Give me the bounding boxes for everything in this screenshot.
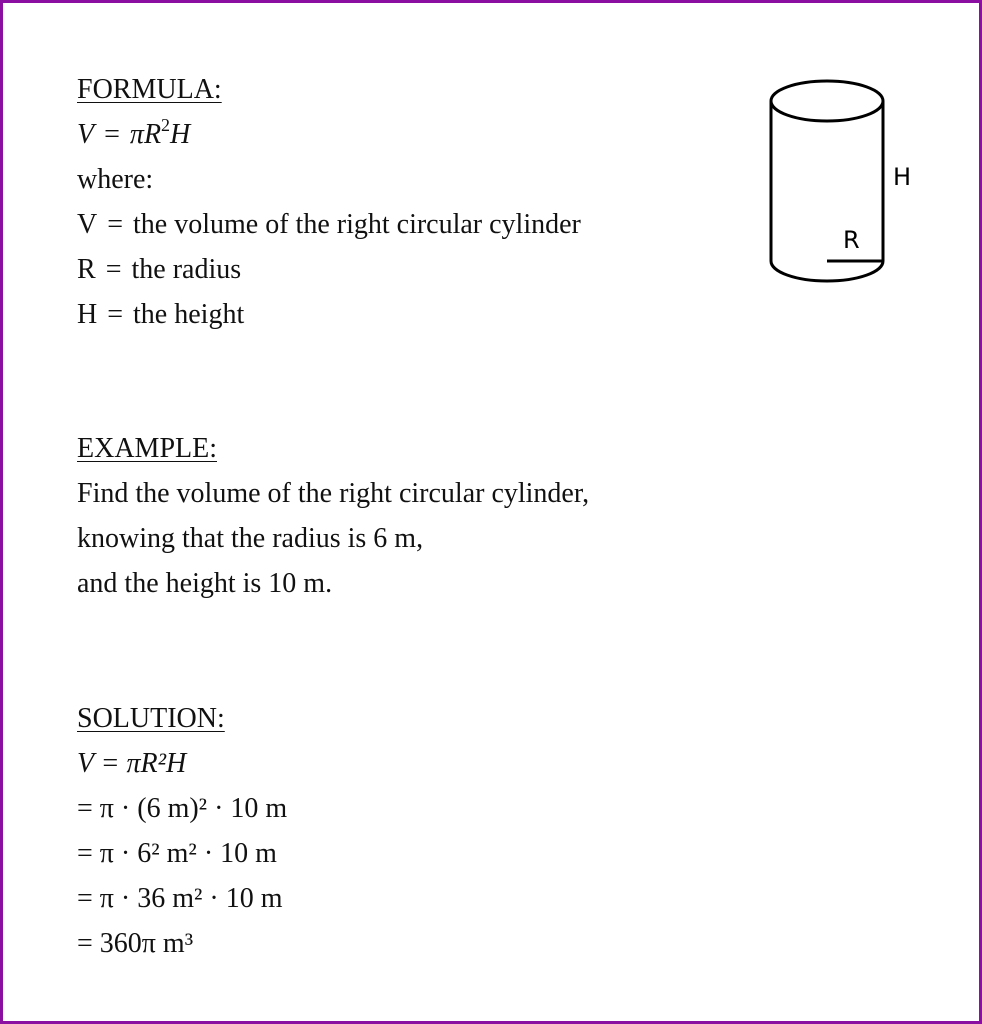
var-v: V [77, 119, 95, 150]
formula-expression [77, 115, 191, 150]
example-heading: EXAMPLE: [77, 433, 217, 464]
step-rhs: = πR²H [100, 748, 187, 779]
where-label: where: [77, 164, 154, 195]
equals: = [104, 119, 120, 150]
def-symbol: R [77, 254, 96, 285]
exponent: 2 [161, 115, 171, 135]
def-text: the radius [131, 254, 242, 285]
solution-heading: SOLUTION: [77, 703, 225, 734]
solution-step-2: = π · (6 m)² · 10 m [77, 793, 288, 824]
height-label: H [893, 163, 912, 191]
formula-heading: FORMULA: [77, 74, 222, 105]
solution-step-1 [77, 750, 186, 778]
var-r: R [143, 119, 162, 150]
solution-step-5: = 360π m³ [77, 928, 194, 959]
example-line: and the height is 10 m. [77, 568, 333, 599]
radius-label: R [843, 226, 860, 254]
pi: π [129, 119, 144, 150]
cylinder-diagram [763, 73, 933, 293]
example-line: knowing that the radius is 6 m, [77, 523, 424, 554]
solution-step-4: = π · 36 m² · 10 m [77, 883, 283, 914]
definition-v [77, 211, 581, 239]
def-symbol: V [77, 209, 98, 240]
def-text: the volume of the right circular cylinder [133, 209, 581, 240]
def-symbol: H [77, 299, 98, 330]
var-h: H [170, 119, 191, 150]
definition-r [77, 256, 241, 284]
solution-step-3: = π · 6² m² · 10 m [77, 838, 277, 869]
def-eq: = [107, 299, 124, 330]
definition-h [77, 301, 244, 329]
def-text: the height [133, 299, 245, 330]
def-eq: = [105, 254, 122, 285]
def-eq: = [107, 209, 124, 240]
step-lhs: V [77, 748, 94, 779]
example-line: Find the volume of the right circular cylinder, [77, 478, 590, 509]
